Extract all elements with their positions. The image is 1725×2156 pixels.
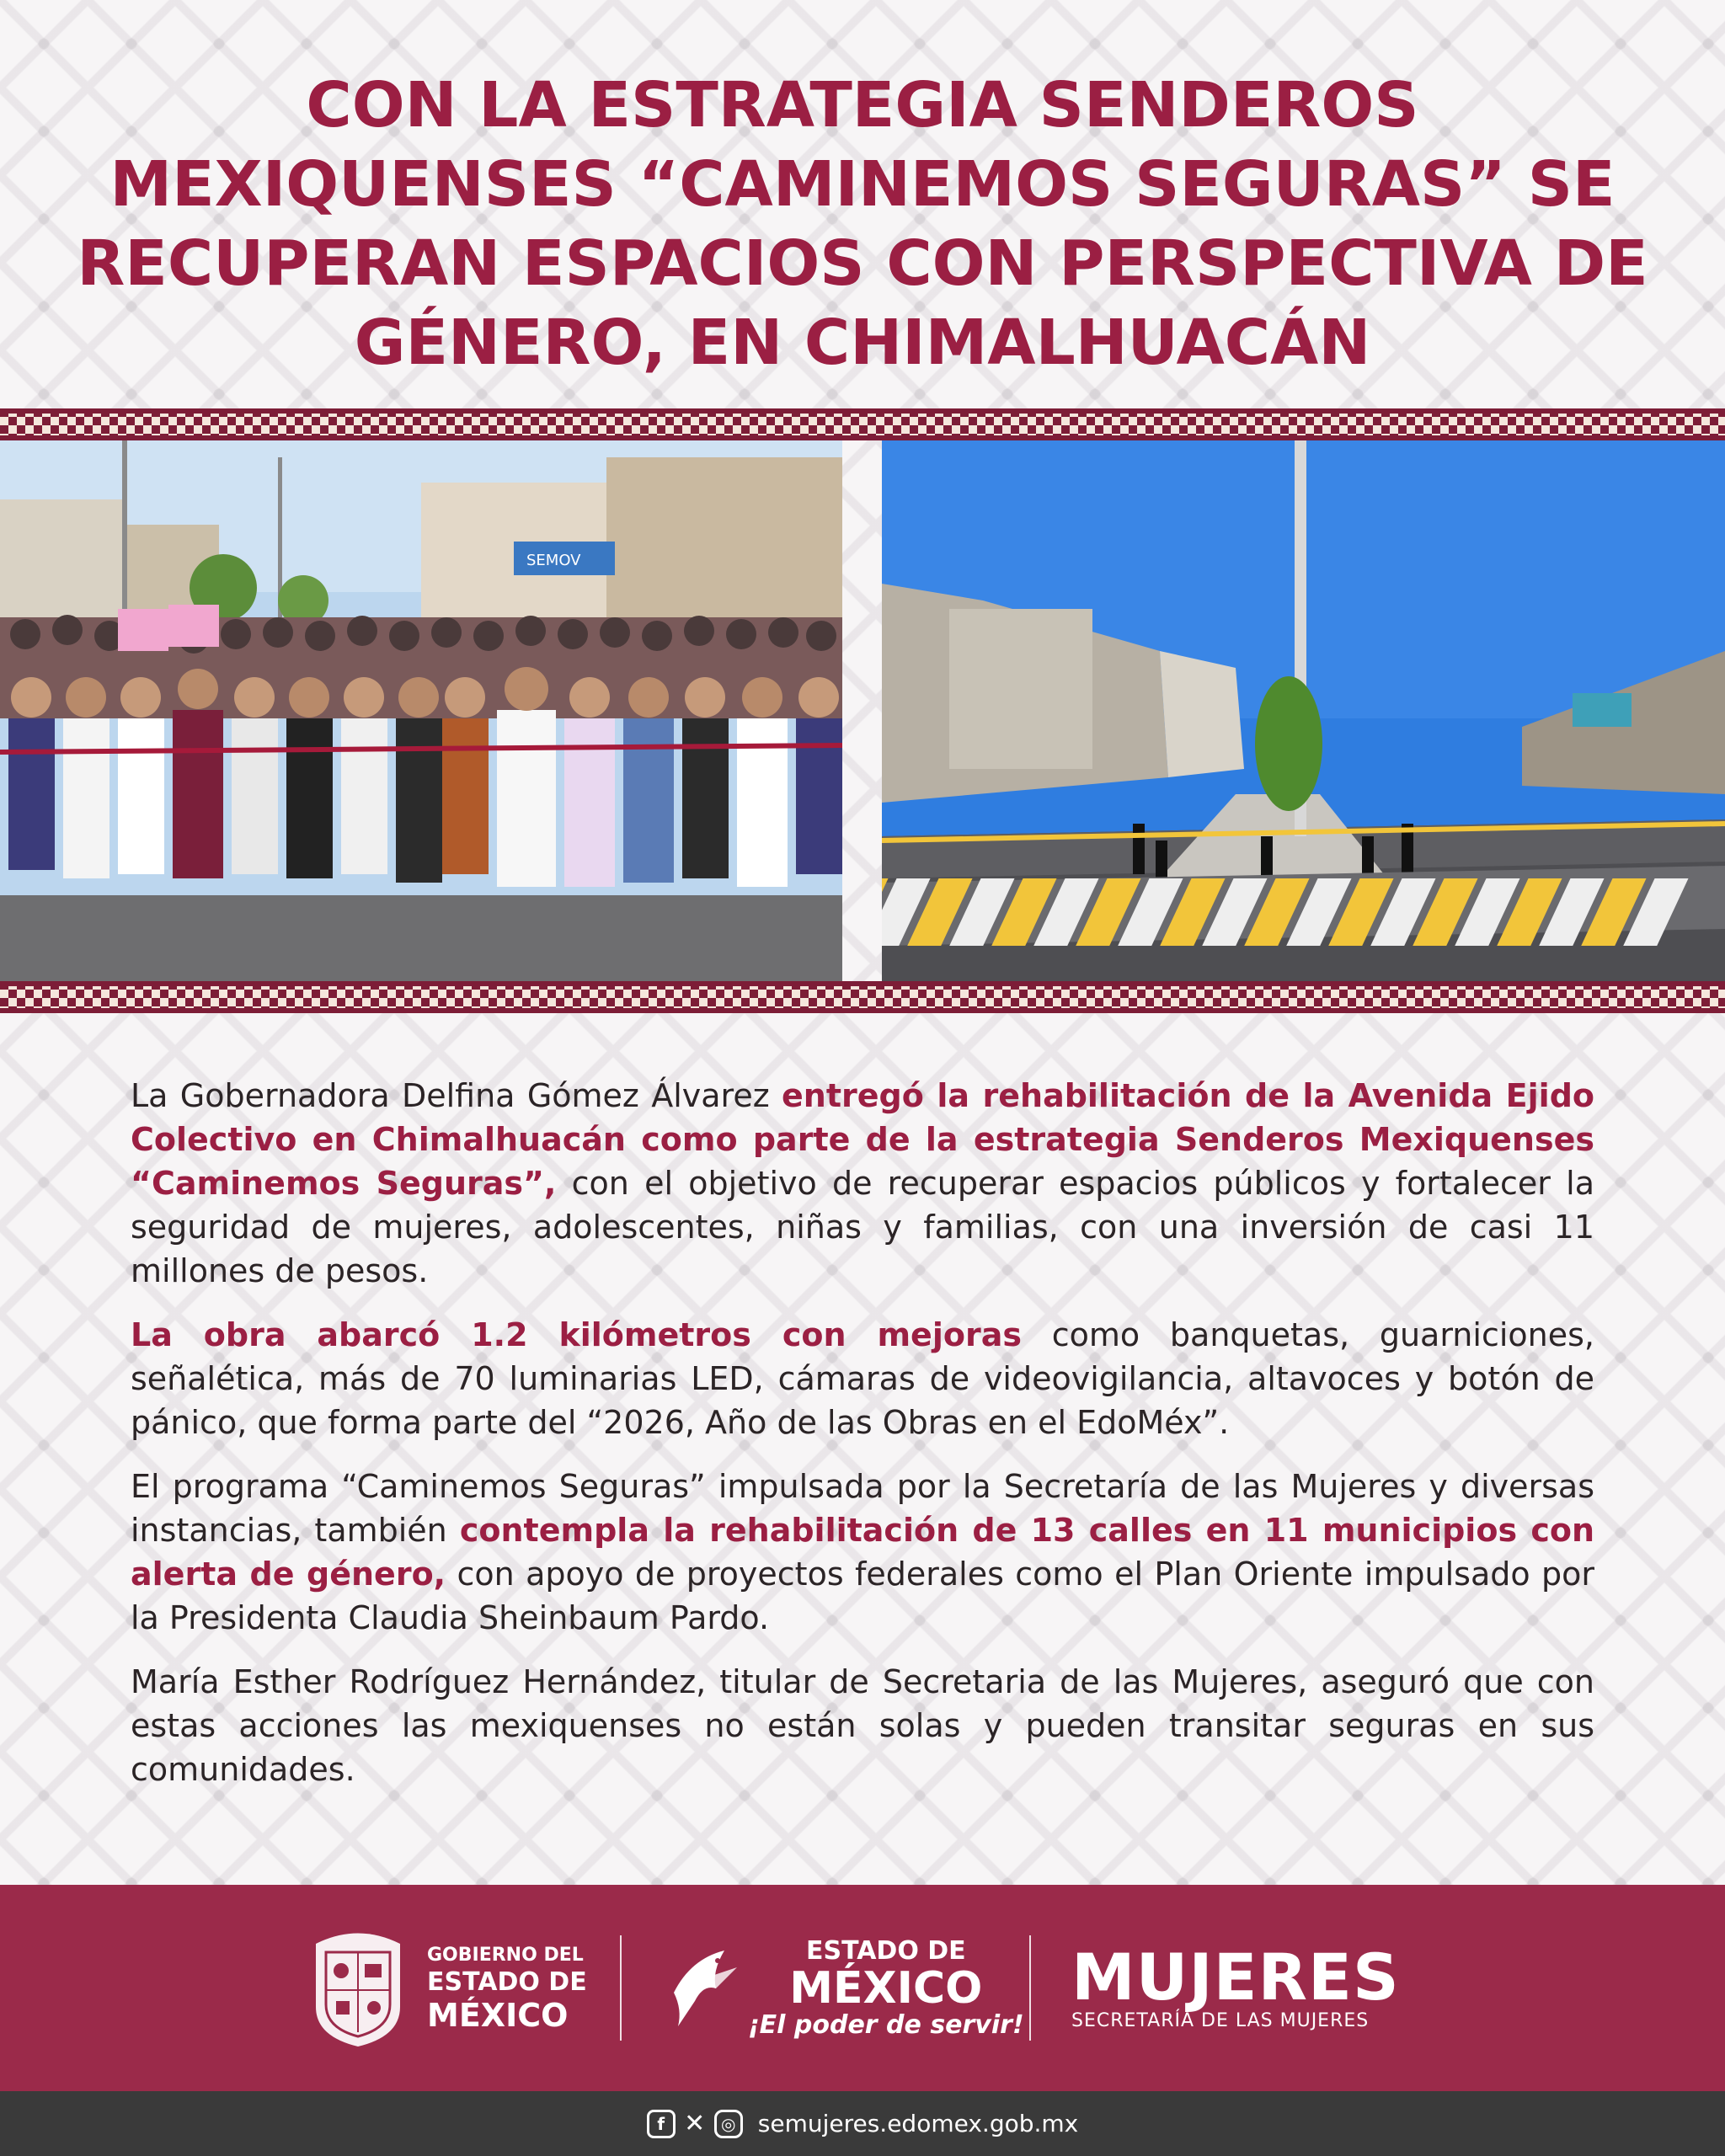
social-icons [647, 2110, 743, 2138]
estado-line1: ESTADO DE [805, 1935, 966, 1966]
mujeres-line1: MUJERES [1071, 1939, 1400, 2015]
footer-divider-2 [1029, 1935, 1031, 2041]
decorative-band-bottom [0, 981, 1725, 1013]
state-coat-of-arms-icon [307, 1927, 409, 2049]
gobierno-line1: GOBIERNO DEL [427, 1944, 584, 1966]
x-icon[interactable]: ✕ [684, 2109, 706, 2138]
gobierno-text [427, 1944, 587, 2033]
website-link[interactable]: semujeres.edomex.gob.mx [757, 2110, 1079, 2137]
p1-highlight: entregó la rehabilitación de la Avenida Ejido Colectivo en Chimalhuacán como parte de la estrategia Senderos Mexiquenses “Caminemos Seguras”, [131, 1077, 1594, 1202]
p2-highlight: La obra abarcó 1.2 kilómetros con mejoras [131, 1316, 1022, 1353]
gobierno-line3: MÉXICO [427, 1996, 569, 2034]
instagram-icon[interactable]: ◎ [714, 2110, 743, 2138]
estado-text [748, 1937, 1024, 2040]
ribbon-cutting-illustration [0, 440, 842, 981]
paragraph-3 [131, 1465, 1594, 1640]
gobierno-logo [307, 1885, 587, 2091]
p3-rest: con apoyo de proyectos federales como el Plan Oriente impulsado por la Presidenta Claudia Sheinbaum Pardo. [131, 1556, 1594, 1636]
estado-de-mexico-logo [665, 1885, 1024, 2091]
p1-intro: La Gobernadora Delfina Gómez Álvarez [131, 1077, 782, 1114]
footer-divider-1 [620, 1935, 622, 2041]
p2-rest: como banquetas, guarniciones, señalética, más de 70 luminarias LED, cámaras de videovigilancia, altavoces y botón de pánico, que forma parte del “2026, Año de las Obras en el EdoMéx”. [131, 1316, 1594, 1441]
mujeres-logo [1071, 1885, 1400, 2091]
estado-slogan: ¡El poder de servir! [748, 2009, 1024, 2040]
p3-intro: El programa “Caminemos Seguras” impulsada por la Secretaría de las Mujeres y diversas instancias, también [131, 1468, 1594, 1549]
p3-highlight: contempla la rehabilitación de 13 calles en 11 municipios con alerta de género, [131, 1512, 1594, 1593]
paragraph-4 [131, 1660, 1594, 1791]
street-illustration [882, 440, 1725, 981]
facebook-icon[interactable]: f [647, 2110, 676, 2138]
headline: CON LA ESTRATEGIA SENDEROS MEXIQUENSES “CAMINEMOS SEGURAS” SE RECUPERAN ESPACIOS CON PERSPECTIVA DE GÉNERO, EN CHIMALHUACÁN [77, 69, 1648, 379]
footer-logos [0, 1885, 1725, 2091]
paragraph-1 [131, 1074, 1594, 1293]
photo-rehabilitated-street [882, 440, 1725, 981]
bottom-bar [0, 2091, 1725, 2156]
photo-ribbon-cutting [0, 440, 842, 981]
photo-sign-text: SEMOV [526, 552, 581, 569]
hummingbird-icon [665, 1942, 741, 2035]
estado-line2: MÉXICO [789, 1962, 983, 2014]
mujeres-text [1071, 1939, 1400, 2032]
paragraph-2 [131, 1313, 1594, 1444]
article-body [131, 1074, 1594, 1812]
p4-text: María Esther Rodríguez Hernández, titular de Secretaria de las Mujeres, aseguró que con estas acciones las mexiquenses no están solas y pueden transitar seguras en sus comunidades. [131, 1663, 1594, 1788]
gobierno-line2: ESTADO DE [427, 1967, 587, 1997]
mujeres-line2: SECRETARÍA DE LAS MUJERES [1071, 2009, 1370, 2031]
p1-rest: con el objetivo de recuperar espacios públicos y fortalecer la seguridad de mujeres, adolescentes, niñas y familias, con una inversión de casi 11 millones de pesos. [131, 1165, 1594, 1289]
decorative-band-top [0, 408, 1725, 440]
